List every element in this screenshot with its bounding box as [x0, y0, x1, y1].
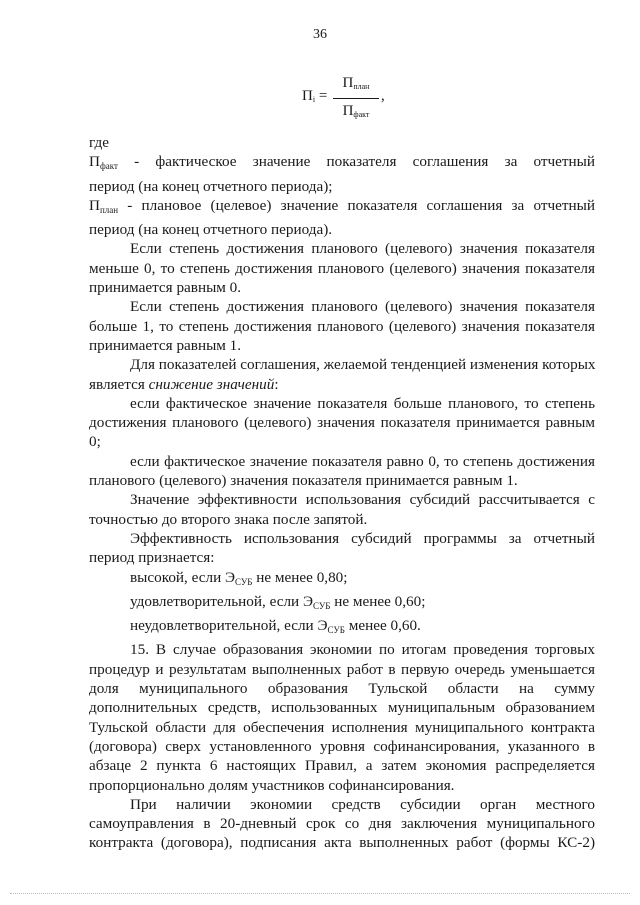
text-line: абзаце 2 пункта 6 настоящих Правил, а затем экономия распределяется [89, 757, 595, 775]
text-line: период (на конец отчетного периода). [89, 221, 333, 239]
text-line: больше 1, то степень достижения планового (целевого) значения показателя [89, 317, 595, 335]
text-line: если фактическое значение показателя больше планового, то степень [130, 394, 595, 412]
formula-comma: , [381, 88, 385, 104]
page-number: 36 [313, 27, 327, 42]
text-line: процедур и результатам выполненных работ в первую очередь уменьшается [89, 660, 595, 678]
text-line: Если степень достижения планового (целевого) значения показателя [130, 298, 595, 316]
text-line: 0; [89, 433, 101, 451]
text-line: Для показателей соглашения, желаемой тенденцией изменения которых [130, 356, 596, 374]
text-line: высокой, если $Э_{СУБ}$ не менее 0,80; [130, 568, 348, 587]
fraction-bar [333, 98, 379, 99]
text-line: дополнительных средств, использованных муниципальным образованием [89, 699, 595, 717]
document-body [89, 133, 595, 853]
text-line: является снижение значений: [89, 375, 279, 393]
text-line: Если степень достижения планового (целевого) значения показателя [130, 240, 595, 258]
text-line: самоуправления в 20-дневный срок со дня заключения муниципального [89, 815, 595, 833]
text-line: Эффективность использования субсидий программы за отчетный [130, 529, 595, 547]
emphasis-text: снижение значений [148, 375, 275, 393]
text-line: если фактическое значение показателя равно 0, то степень достижения [130, 452, 595, 470]
text-line: неудовлетворительной, если $Э_{СУБ}$ менее 0,60. [130, 617, 421, 636]
text-line: При наличии экономии средств субсидии орган местного [130, 795, 595, 813]
text-line: (договора) сверх установленного уровня софинансирования, указанного в [89, 737, 595, 755]
text-line: период признается: [89, 549, 215, 567]
text-line: пропорционально долям участников софинансирования. [89, 776, 455, 794]
text-line: $П_{план}$ - плановое (целевое) значение показателя соглашения за отчетный [89, 196, 595, 215]
text-line: принимается равным 1. [89, 336, 242, 354]
text-line: контракта (договора), подписания акта выполненных работ (формы КС-2) [89, 834, 595, 852]
text-line: Тульской области для обеспечения исполнения муниципального контракта [89, 718, 595, 736]
text-line: точностью до второго знака после запятой. [89, 510, 368, 528]
scan-edge-line [10, 893, 630, 895]
formula-lhs: $П_i$ = [302, 88, 328, 104]
text-line: Значение эффективности использования субсидий рассчитывается с [130, 491, 595, 509]
text-line: доля муниципального образования Тульской области на сумму [89, 680, 595, 698]
text-line: достижения планового (целевого) значения показателя принимается равным [89, 414, 595, 432]
text-line: удовлетворительной, если $Э_{СУБ}$ не менее 0,60; [130, 592, 426, 611]
text-line: принимается равным 0. [89, 279, 242, 297]
text-line: меньше 0, то степень достижения планового (целевого) значения показателя [89, 259, 595, 277]
text-line: 15. В случае образования экономии по итогам проведения торговых [130, 641, 595, 659]
formula-fraction [333, 74, 379, 124]
text-line: $П_{факт}$ - фактическое значение показателя соглашения за отчетный [89, 153, 595, 172]
formula-numerator: $П_{план}$ [342, 75, 370, 91]
formula-denominator: $П_{факт}$ [342, 103, 370, 119]
text-line: планового (целевого) значения показателя принимается равным 1. [89, 472, 518, 490]
text-line: период (на конец отчетного периода); [89, 177, 333, 195]
text-line: где [89, 134, 109, 151]
